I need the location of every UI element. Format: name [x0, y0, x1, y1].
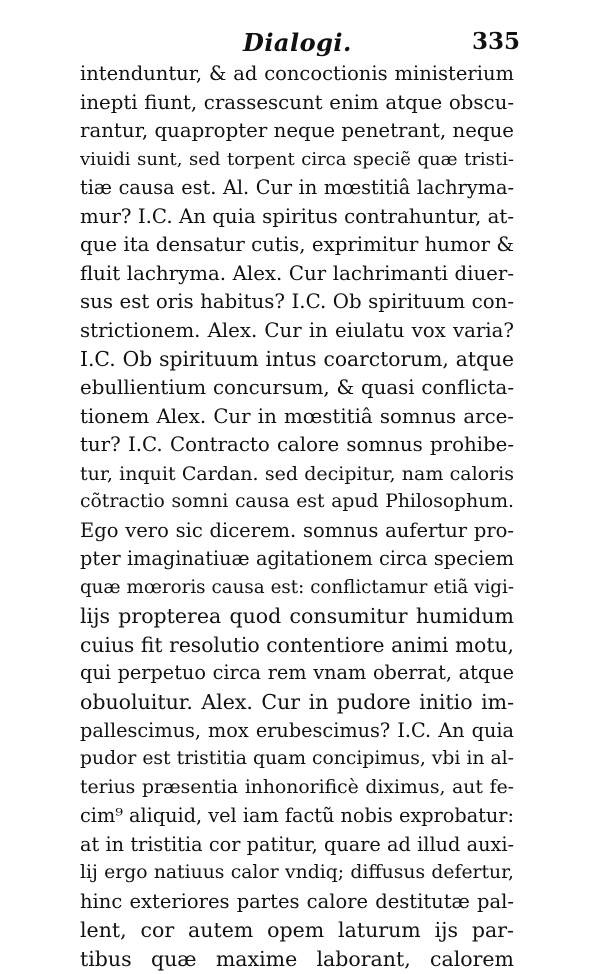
text-line: cuius fit resolutio contentiore animi motu,: [80, 632, 514, 657]
text-line: obuoluitur. Alex. Cur in pudore initio im-: [80, 690, 514, 715]
text-line: quæ mœroris causa est: conflictamur etiã vigi-: [80, 576, 514, 598]
text-line: ebullientium concursum, & quasi conflicta-: [80, 376, 514, 400]
text-line: terius præsentia inhonorificè diximus, aut fe-: [80, 776, 514, 798]
text-line: lijs propterea quod consumitur humidum: [80, 604, 514, 629]
text-line: I.C. Ob spirituum intus coarctorum, atque: [80, 347, 514, 372]
text-line: intenduntur, & ad concoctionis ministerium: [80, 62, 514, 85]
text-line: tibus quæ maxime laborant, calorem: [80, 946, 514, 971]
text-line: cim⁹ aliquid, vel iam factũ nobis exprobatur:: [80, 804, 514, 828]
text-line: lij ergo natiuus calor vndiq; diffusus defertur,: [80, 862, 514, 884]
text-line: mur? I.C. An quia spiritus contrahuntur, at-: [80, 204, 514, 228]
text-line: rantur, quapropter neque penetrant, neque: [80, 119, 514, 143]
text-line: sus est oris habitus? I.C. Ob spirituum con-: [80, 290, 514, 314]
running-title: Dialogi.: [243, 28, 352, 57]
text-line: fluit lachryma. Alex. Cur lachrimanti diuer-: [80, 261, 514, 285]
text-line: que ita densatur cutis, exprimitur humor &: [80, 233, 514, 257]
text-line: strictionem. Alex. Cur in eiulatu vox varia?: [80, 318, 514, 342]
text-line: lent, cor autem opem laturum ijs par-: [80, 918, 514, 943]
text-line: pudor est tristitia quam concipimus, vbi in al-: [80, 748, 514, 770]
text-line: tionem Alex. Cur in mœstitiâ somnus arce-: [80, 404, 514, 428]
page-number: 335: [472, 28, 521, 55]
text-line: Ego vero sic dicerem. somnus aufertur pro-: [80, 518, 514, 542]
text-line: tur, inquit Cardan. sed decipitur, nam caloris: [80, 462, 514, 485]
text-line: at in tristitia cor patitur, quare ad illud auxi-: [80, 832, 514, 856]
text-line: pter imaginatiuæ agitationem circa speciem: [80, 547, 514, 571]
text-line: hinc exteriores partes calore destitutæ pal-: [80, 889, 514, 913]
text-line: pallescimus, mox erubescimus? I.C. An quia: [80, 718, 514, 742]
text-line: cõtractio somni causa est apud Philosophum.: [80, 491, 514, 513]
text-line: viuidi sunt, sed torpent circa speciẽ quæ tristi-: [80, 148, 514, 170]
running-head: [0, 22, 591, 56]
body-text: [80, 60, 514, 974]
text-line: tur? I.C. Contracto calore somnus prohibe-: [80, 433, 514, 457]
text-line: tiæ causa est. Al. Cur in mœstitiâ lachryma-: [80, 176, 514, 200]
text-line: qui perpetuo circa rem vnam oberrat, atque: [80, 661, 514, 685]
text-line: inepti fiunt, crassescunt enim atque obscu-: [80, 90, 514, 114]
